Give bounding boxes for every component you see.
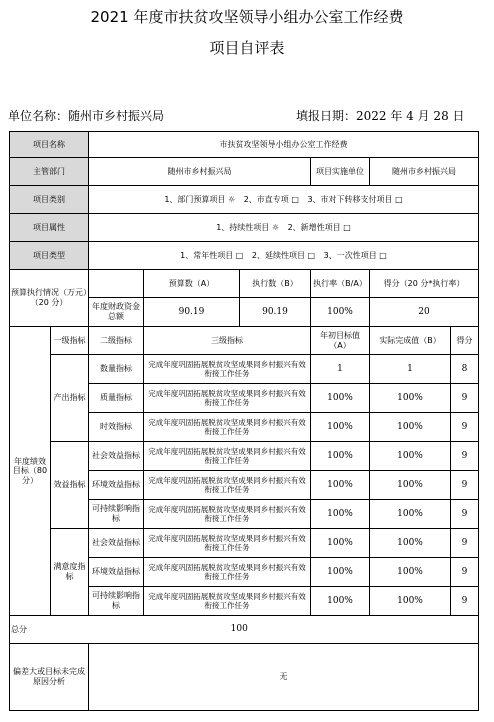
budget-value: 90.19 [144,298,240,327]
level3-cell: 完成年度巩固拓展脱贫攻坚成果同乡村振兴有效衔接工作任务 [144,471,311,500]
target-cell: 1 [311,355,370,384]
report-title-line2: 项目自评表 [209,39,285,57]
attribute-options [89,214,479,242]
score-cell: 9 [451,587,479,616]
level2-cell: 社会效益指标 [89,442,144,471]
level1-header: 一级指标 [51,327,89,355]
score-cell: 9 [451,442,479,471]
target-cell: 100% [311,500,370,529]
level2-cell: 数量指标 [89,355,144,384]
level3-cell: 完成年度巩固拓展脱贫攻坚成果同乡村振兴有效衔接工作任务 [144,529,311,558]
target-cell: 100% [311,442,370,471]
exec-col-label: 执行数（B） [240,270,311,298]
target-cell: 100% [311,587,370,616]
type-label: 项目类型 [10,242,89,270]
score-cell: 9 [451,413,479,442]
project-name-label: 项目名称 [10,132,89,158]
deviation-value: 无 [89,644,479,711]
perf-section-label: 年度绩效目标（80 分） [10,327,51,616]
score-cell: 9 [451,558,479,587]
category-option-2: 2、市直专项 □ [243,194,299,204]
level2-cell: 环境效益指标 [89,558,144,587]
category-option-1: 1、部门预算项目 ☼ [164,194,236,204]
type-option-2: 2、延续性项目 □ [251,250,316,260]
category-options [89,186,479,214]
type-option-3: 3、一次性项目 □ [323,250,387,260]
actual-cell: 100% [370,558,451,587]
category-option-3: 3、市对下转移支付项目 □ [307,194,403,204]
level3-cell: 完成年度巩固拓展脱贫攻坚成果同乡村振兴有效衔接工作任务 [144,587,311,616]
score-cell: 9 [451,384,479,413]
rate-value: 100% [311,298,370,327]
type-option-1: 1、常年性项目 □ [180,250,244,260]
actual-cell: 100% [370,413,451,442]
actual-cell: 100% [370,587,451,616]
level2-cell: 社会效益指标 [89,529,144,558]
actual-cell: 100% [370,384,451,413]
actual-cell: 100% [370,529,451,558]
score-cell: 9 [451,529,479,558]
rate-col-label: 执行率（B/A） [311,270,370,298]
target-cell: 100% [311,471,370,500]
level2-cell: 质量指标 [89,384,144,413]
target-cell: 100% [311,558,370,587]
deviation-label: 偏差大或目标未完成原因分析 [10,644,89,711]
self-evaluation-table [9,131,479,711]
score-cell: 9 [451,471,479,500]
unit-name: 单位名称：随州市乡村振兴局 [8,109,165,123]
score-col-label: 得分（20 分*执行率） [370,270,479,298]
level2-cell: 可持续影响指标 [89,587,144,616]
group-label-satisfaction: 满意度指标 [51,529,89,616]
level2-cell: 时效指标 [89,413,144,442]
target-cell: 100% [311,529,370,558]
impl-unit-label: 项目实施单位 [311,158,370,186]
type-options [89,242,479,270]
actual-header: 实际完成值（B） [370,327,451,355]
score-header: 得分 [451,327,479,355]
level3-cell: 完成年度巩固拓展脱贫攻坚成果同乡村振兴有效衔接工作任务 [144,413,311,442]
budget-section-label: 预算执行情况（万元）（20 分） [10,270,89,327]
level3-cell: 完成年度巩固拓展脱贫攻坚成果同乡村振兴有效衔接工作任务 [144,558,311,587]
target-cell: 100% [311,413,370,442]
group-label-benefit: 效益指标 [51,442,89,529]
level3-cell: 完成年度巩固拓展脱贫攻坚成果同乡村振兴有效衔接工作任务 [144,355,311,384]
project-name-value: 市扶贫攻坚领导小组办公室工作经费 [89,132,479,158]
attribute-label: 项目属性 [10,214,89,242]
actual-cell: 100% [370,442,451,471]
level3-cell: 完成年度巩固拓展脱贫攻坚成果同乡村振兴有效衔接工作任务 [144,442,311,471]
level3-cell: 完成年度巩固拓展脱贫攻坚成果同乡村振兴有效衔接工作任务 [144,384,311,413]
budget-score-value: 20 [370,298,479,327]
actual-cell: 1 [370,355,451,384]
annual-funds-label: 年度财政资金总额 [89,298,144,327]
target-header: 年初目标值（A） [311,327,370,355]
impl-unit-value: 随州市乡村振兴局 [370,158,479,186]
dept-value: 随州市乡村振兴局 [89,158,311,186]
attribute-option-2: 2、新增性项目 □ [287,222,351,232]
category-label: 项目类别 [10,186,89,214]
report-title-line1: 2021 年度市扶贫攻坚领导小组办公室工作经费 [90,8,404,26]
total-score-value: 100 [51,616,479,644]
level2-cell: 环境效益指标 [89,471,144,500]
group-label-output: 产出指标 [51,355,89,442]
dept-label: 主管部门 [10,158,89,186]
level2-header: 二级指标 [89,327,144,355]
attribute-option-1: 1、持续性项目 ☼ [216,222,280,232]
target-cell: 100% [311,384,370,413]
exec-value: 90.19 [240,298,311,327]
score-cell: 9 [451,500,479,529]
score-cell: 8 [451,355,479,384]
level3-cell: 完成年度巩固拓展脱贫攻坚成果同乡村振兴有效衔接工作任务 [144,500,311,529]
actual-cell: 100% [370,500,451,529]
level3-header: 三级指标 [144,327,311,355]
level2-cell: 可持续影响指标 [89,500,144,529]
actual-cell: 100% [370,471,451,500]
fill-date: 填报日期：2022 年 4 月 28 日 [296,109,465,123]
total-score-label: 总分 [10,616,51,644]
budget-col-label: 预算数（A） [144,270,240,298]
